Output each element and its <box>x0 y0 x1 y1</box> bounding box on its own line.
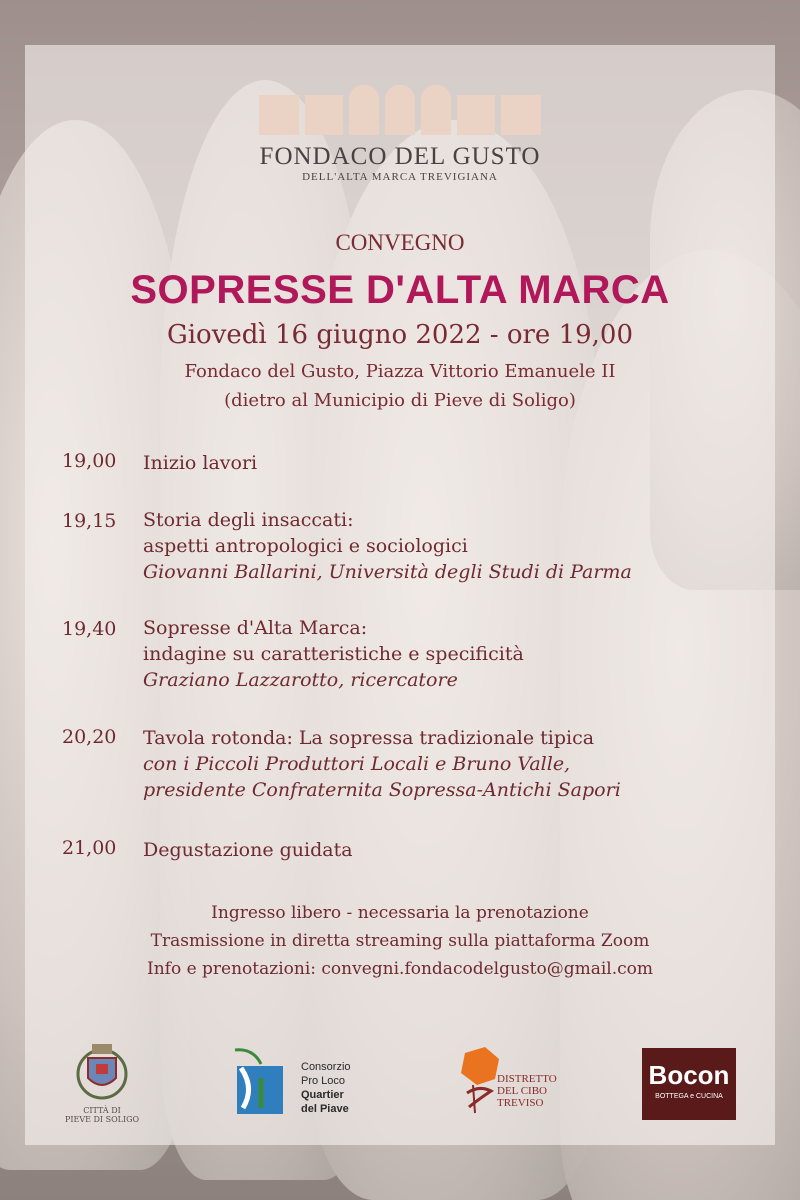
program-text: Sopresse d'Alta Marca: <box>143 617 368 639</box>
consorzio-name: del Piave <box>301 1103 349 1115</box>
fondaco-logo <box>0 85 800 183</box>
program-text: Storia degli insaccati: <box>143 509 354 531</box>
event-venue-note: (dietro al Municipio di Pieve di Soligo) <box>224 390 576 411</box>
pro-loco-icon <box>233 1048 288 1118</box>
program-text: aspetti antropologici e sociologici <box>143 535 468 557</box>
program-text: indagine su caratteristiche e specificità <box>143 643 524 665</box>
program-time: 19,40 <box>62 618 117 640</box>
distretto-label: DISTRETTO <box>497 1073 557 1085</box>
program-text: Degustazione guidata <box>143 839 353 861</box>
distretto-label: TREVISO <box>497 1097 544 1109</box>
coat-of-arms-icon <box>74 1040 130 1102</box>
program-time: 21,00 <box>62 837 117 859</box>
program-time: 19,15 <box>62 510 117 532</box>
city-label: CITTÀ DI <box>83 1106 121 1115</box>
consorzio-name: Quartier <box>301 1089 344 1101</box>
event-venue: Fondaco del Gusto, Piazza Vittorio Emanuele II <box>184 361 616 382</box>
event-title: SOPRESSE D'ALTA MARCA <box>130 268 670 312</box>
program-time: 20,20 <box>62 726 117 748</box>
info-entry: Ingresso libero - necessaria la prenotazione <box>211 903 589 923</box>
program-text: Inizio lavori <box>143 452 258 474</box>
program-speaker: presidente Confraternita Sopressa-Antichi Sapori <box>143 779 621 801</box>
city-name: PIEVE DI SOLIGO <box>64 1115 140 1124</box>
bocon-name: Bocon <box>648 1060 730 1090</box>
bocon-logo <box>642 1048 736 1120</box>
consorzio-label: Consorzio <box>301 1061 351 1073</box>
consorzio-label: Pro Loco <box>301 1075 346 1087</box>
program-speaker: Graziano Lazzarotto, ricercatore <box>143 669 458 691</box>
pieve-di-soligo-logo <box>62 1040 142 1124</box>
info-contact: Info e prenotazioni: convegni.fondacodelgusto@gmail.com <box>146 959 653 979</box>
program-text: Tavola rotonda: La sopressa tradizionale tipica <box>143 727 595 749</box>
content-panel <box>25 45 775 1145</box>
info-streaming: Trasmissione in diretta streaming sulla piattaforma Zoom <box>150 931 650 951</box>
event-type: CONVEGNO <box>335 230 465 255</box>
program-time: 19,00 <box>62 450 117 472</box>
logo-subtitle: DELL'ALTA MARCA TREVIGIANA <box>302 171 498 183</box>
bocon-subtitle: BOTTEGA e CUCINA <box>655 1093 723 1100</box>
distretto-label: DEL CIBO <box>497 1085 548 1097</box>
logo-bars-icon <box>0 85 800 135</box>
logo-name: FONDACO DEL GUSTO <box>259 143 541 170</box>
event-date: Giovedì 16 giugno 2022 - ore 19,00 <box>166 320 634 350</box>
program-speaker: Giovanni Ballarini, Università degli Studi di Parma <box>143 561 632 583</box>
program-speaker: con i Piccoli Produttori Locali e Bruno Valle, <box>143 753 571 775</box>
